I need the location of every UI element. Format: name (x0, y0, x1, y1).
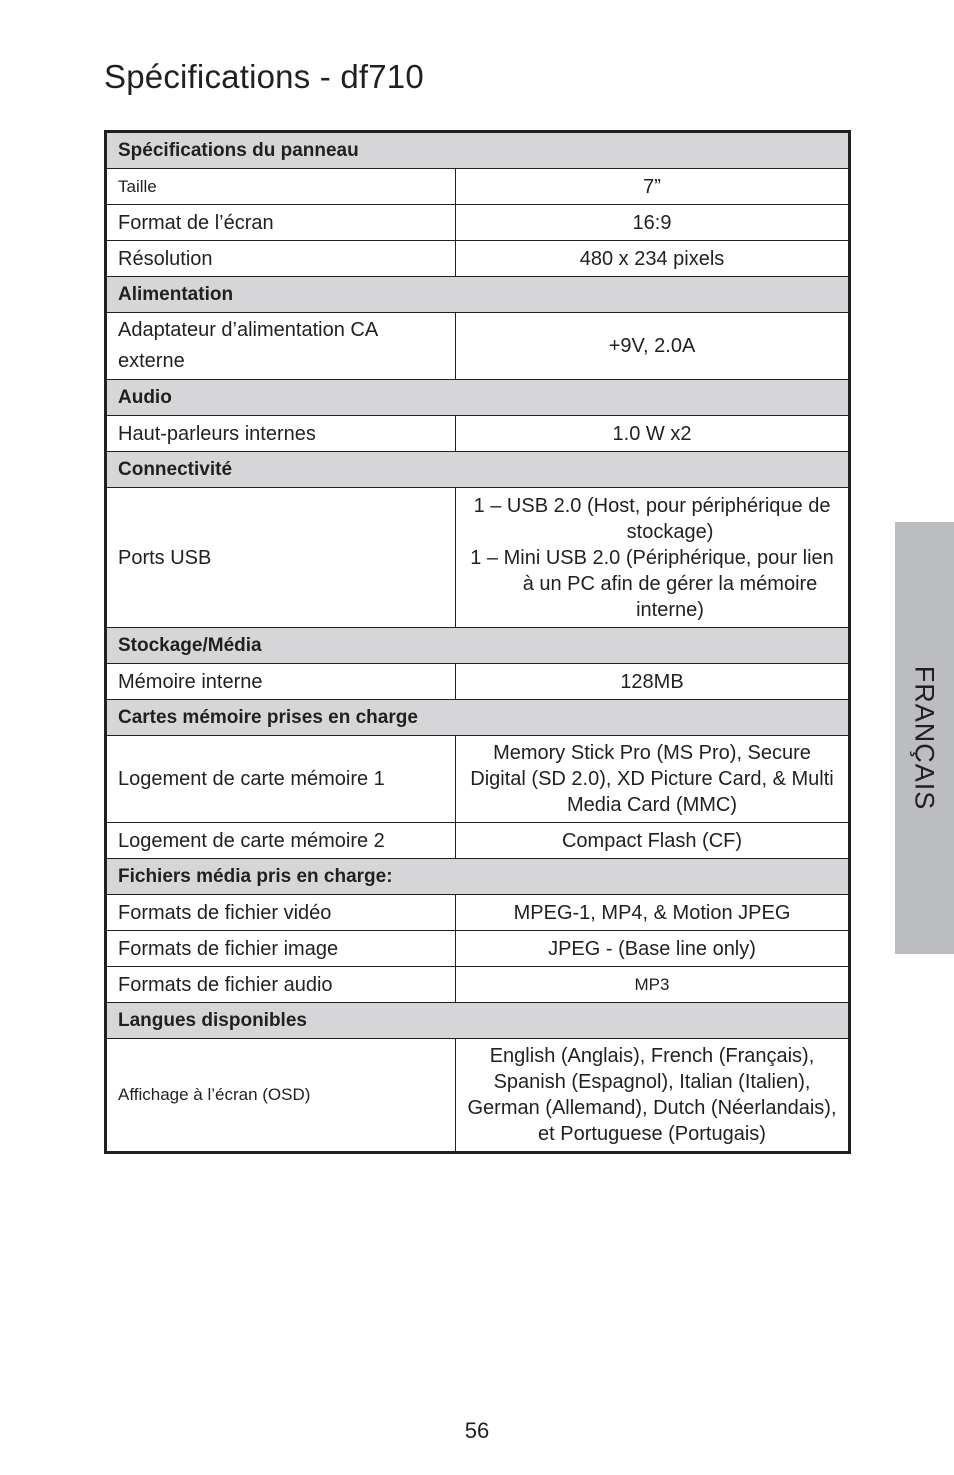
language-side-tab (895, 522, 954, 954)
row-label: Format de l’écran (106, 205, 456, 241)
row-label: Mémoire interne (106, 664, 456, 700)
table-row (106, 895, 850, 931)
section-header-storage: Stockage/Média (106, 628, 850, 664)
table-row (106, 931, 850, 967)
section-header-audio: Audio (106, 380, 850, 416)
row-value: MPEG-1, MP4, & Motion JPEG (456, 895, 850, 931)
row-label: Résolution (106, 241, 456, 277)
list-item: 1 – Mini USB 2.0 (Périphérique, pour lien à un PC afin de gérer la mémoire interne) (470, 546, 834, 621)
section-header-connectivity: Connectivité (106, 452, 850, 488)
row-value: Compact Flash (CF) (456, 823, 850, 859)
specifications-table (104, 130, 851, 1154)
row-label: Taille (106, 169, 456, 205)
section-header-row (106, 859, 850, 895)
row-value: JPEG - (Base line only) (456, 931, 850, 967)
table-row (106, 169, 850, 205)
row-label: Affichage à l’écran (OSD) (106, 1039, 456, 1153)
row-value: 1.0 W x2 (456, 416, 850, 452)
row-label: Formats de fichier image (106, 931, 456, 967)
row-label: Adaptateur d’alimentation CA externe (106, 313, 456, 380)
section-header-media: Fichiers média pris en charge: (106, 859, 850, 895)
section-header-row (106, 277, 850, 313)
page-number: 56 (464, 1418, 490, 1443)
side-tab-label: FRANÇAIS (909, 665, 940, 811)
usb-ports-list (456, 488, 850, 628)
row-value: 7” (456, 169, 850, 205)
page-title: Spécifications - df710 (104, 58, 424, 95)
row-label: Formats de fichier audio (106, 967, 456, 1003)
row-label: Ports USB (106, 488, 456, 628)
row-value: English (Anglais), French (Français), Spanish (Espagnol), Italian (Italien), German (Allemand), Dutch (Néerlandais), et Portuguese (Portugais) (456, 1039, 850, 1153)
row-label: Formats de fichier vidéo (106, 895, 456, 931)
row-value: 128MB (456, 664, 850, 700)
table-row (106, 736, 850, 823)
section-header-row (106, 628, 850, 664)
table-row (106, 416, 850, 452)
section-header-row (106, 132, 850, 169)
list-item: 1 – USB 2.0 (Host, pour périphérique de stockage) (473, 494, 831, 543)
table-row (106, 664, 850, 700)
table-row (106, 1039, 850, 1153)
section-header-row (106, 1003, 850, 1039)
row-label: Logement de carte mémoire 2 (106, 823, 456, 859)
table-row (106, 313, 850, 380)
row-value: 480 x 234 pixels (456, 241, 850, 277)
section-header-panel: Spécifications du panneau (106, 132, 850, 169)
section-header-power: Alimentation (106, 277, 850, 313)
section-header-cards: Cartes mémoire prises en charge (106, 700, 850, 736)
table-row (106, 241, 850, 277)
row-label: Logement de carte mémoire 1 (106, 736, 456, 823)
section-header-row (106, 700, 850, 736)
section-header-row (106, 452, 850, 488)
table-row (106, 967, 850, 1003)
table-row (106, 205, 850, 241)
row-value: MP3 (456, 967, 850, 1003)
row-label: Haut-parleurs internes (106, 416, 456, 452)
row-value: +9V, 2.0A (456, 313, 850, 380)
row-value: 16:9 (456, 205, 850, 241)
row-value: Memory Stick Pro (MS Pro), Secure Digital (SD 2.0), XD Picture Card, & Multi Media Card (MMC) (456, 736, 850, 823)
section-header-languages: Langues disponibles (106, 1003, 850, 1039)
table-row (106, 823, 850, 859)
section-header-row (106, 380, 850, 416)
table-row (106, 488, 850, 628)
